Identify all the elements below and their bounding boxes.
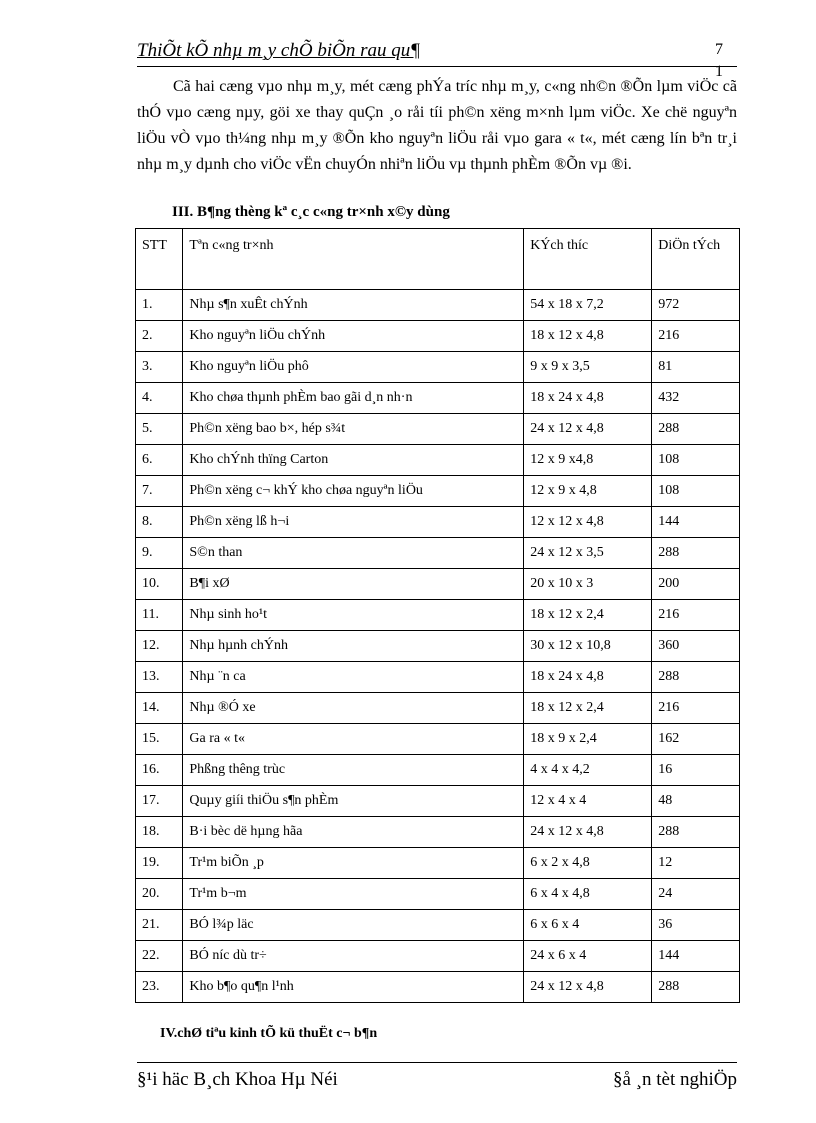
table-row — [136, 507, 740, 538]
cell-area: 216 — [652, 600, 740, 631]
table-row — [136, 569, 740, 600]
cell-area: 144 — [652, 941, 740, 972]
table-row — [136, 414, 740, 445]
table-row — [136, 879, 740, 910]
cell-stt: 17. — [136, 786, 183, 817]
section-heading-technical: IV.chØ tiªu kinh tÕ kü thuËt c¬ b¶n — [160, 1026, 378, 1041]
table-row — [136, 321, 740, 352]
cell-area: 432 — [652, 383, 740, 414]
table-row — [136, 941, 740, 972]
cell-name: Ph©n xëng bao b×, hép s¾t — [183, 414, 524, 445]
cell-stt: 6. — [136, 445, 183, 476]
cell-stt: 14. — [136, 693, 183, 724]
cell-area: 360 — [652, 631, 740, 662]
cell-stt: 2. — [136, 321, 183, 352]
cell-area: 288 — [652, 972, 740, 1003]
table-row — [136, 538, 740, 569]
table-row — [136, 724, 740, 755]
cell-area: 108 — [652, 445, 740, 476]
cell-stt: 18. — [136, 817, 183, 848]
cell-area: 162 — [652, 724, 740, 755]
cell-name: Nhµ ¨n ca — [183, 662, 524, 693]
cell-size: 24 x 12 x 4,8 — [524, 414, 652, 445]
page-header — [137, 36, 737, 80]
cell-area: 36 — [652, 910, 740, 941]
cell-stt: 10. — [136, 569, 183, 600]
cell-area: 288 — [652, 662, 740, 693]
table-row — [136, 352, 740, 383]
cell-size: 18 x 24 x 4,8 — [524, 662, 652, 693]
cell-size: 18 x 24 x 4,8 — [524, 383, 652, 414]
cell-area: 288 — [652, 538, 740, 569]
cell-area: 216 — [652, 321, 740, 352]
cell-name: Ph©n xëng c¬ khÝ kho chøa nguyªn liÖu — [183, 476, 524, 507]
cell-area: 12 — [652, 848, 740, 879]
table-row — [136, 848, 740, 879]
cell-size: 24 x 12 x 4,8 — [524, 817, 652, 848]
cell-name: B¶i xØ — [183, 569, 524, 600]
cell-area: 81 — [652, 352, 740, 383]
cell-area: 972 — [652, 290, 740, 321]
cell-area: 200 — [652, 569, 740, 600]
cell-size: 9 x 9 x 3,5 — [524, 352, 652, 383]
cell-size: 6 x 4 x 4,8 — [524, 879, 652, 910]
cell-size: 6 x 2 x 4,8 — [524, 848, 652, 879]
cell-area: 216 — [652, 693, 740, 724]
table-body — [136, 290, 740, 1003]
cell-stt: 11. — [136, 600, 183, 631]
cell-area: 144 — [652, 507, 740, 538]
cell-stt: 21. — [136, 910, 183, 941]
cell-stt: 13. — [136, 662, 183, 693]
cell-stt: 16. — [136, 755, 183, 786]
page-number-text: 7 1 — [715, 41, 723, 80]
header-stt: STT — [136, 229, 183, 290]
cell-size: 6 x 6 x 4 — [524, 910, 652, 941]
cell-area: 288 — [652, 817, 740, 848]
cell-name: Kho b¶o qu¶n l¹nh — [183, 972, 524, 1003]
cell-name: Kho nguyªn liÖu phô — [183, 352, 524, 383]
table-row — [136, 600, 740, 631]
cell-size: 24 x 12 x 3,5 — [524, 538, 652, 569]
cell-size: 30 x 12 x 10,8 — [524, 631, 652, 662]
cell-name: Nhµ hµnh chÝnh — [183, 631, 524, 662]
cell-stt: 12. — [136, 631, 183, 662]
cell-size: 18 x 9 x 2,4 — [524, 724, 652, 755]
cell-name: Kho nguyªn liÖu chÝnh — [183, 321, 524, 352]
table-row — [136, 910, 740, 941]
header-area: DiÖn tÝch — [652, 229, 740, 290]
cell-name: B·i bèc dë hµng hãa — [183, 817, 524, 848]
table-row — [136, 383, 740, 414]
table-row — [136, 693, 740, 724]
table-header-row — [136, 229, 740, 290]
cell-name: Nhµ ®Ó xe — [183, 693, 524, 724]
document-title: ThiÕt kÕ nhµ m¸y chÕ biÕn rau qu¶ — [137, 40, 421, 61]
table-row — [136, 972, 740, 1003]
cell-name: Ga ra « t« — [183, 724, 524, 755]
cell-size: 18 x 12 x 4,8 — [524, 321, 652, 352]
cell-name: S©n than — [183, 538, 524, 569]
table-row — [136, 817, 740, 848]
cell-size: 18 x 12 x 2,4 — [524, 600, 652, 631]
cell-stt: 22. — [136, 941, 183, 972]
cell-stt: 20. — [136, 879, 183, 910]
cell-size: 54 x 18 x 7,2 — [524, 290, 652, 321]
cell-area: 288 — [652, 414, 740, 445]
table-row — [136, 755, 740, 786]
page-footer — [137, 1062, 737, 1097]
cell-name: Quµy giíi thiÖu s¶n phÈm — [183, 786, 524, 817]
cell-name: Nhµ sinh ho¹t — [183, 600, 524, 631]
cell-name: Nhµ s¶n xuÊt chÝnh — [183, 290, 524, 321]
cell-area: 16 — [652, 755, 740, 786]
cell-name: Tr¹m biÕn ¸p — [183, 848, 524, 879]
table-row — [136, 476, 740, 507]
cell-name: Tr¹m b¬m — [183, 879, 524, 910]
cell-stt: 3. — [136, 352, 183, 383]
cell-name: Kho chÝnh thïng Carton — [183, 445, 524, 476]
footer-university: §¹i häc B¸ch Khoa Hµ Néi — [137, 1069, 338, 1090]
cell-stt: 19. — [136, 848, 183, 879]
cell-size: 24 x 6 x 4 — [524, 941, 652, 972]
footer-thesis: §å ¸n tèt nghiÖp — [612, 1069, 737, 1090]
cell-size: 12 x 9 x4,8 — [524, 445, 652, 476]
cell-stt: 15. — [136, 724, 183, 755]
table-row — [136, 445, 740, 476]
cell-stt: 9. — [136, 538, 183, 569]
cell-size: 12 x 4 x 4 — [524, 786, 652, 817]
cell-name: BÓ níc dù tr÷ — [183, 941, 524, 972]
section-heading-statistics: III. B¶ng thèng kª c¸c c«ng tr×nh x©y dùng — [172, 204, 450, 220]
cell-size: 12 x 12 x 4,8 — [524, 507, 652, 538]
cell-stt: 1. — [136, 290, 183, 321]
header-size: KÝch thíc — [524, 229, 652, 290]
cell-area: 108 — [652, 476, 740, 507]
cell-name: Ph©n xëng lß h¬i — [183, 507, 524, 538]
table-row — [136, 631, 740, 662]
cell-size: 20 x 10 x 3 — [524, 569, 652, 600]
table-row — [136, 662, 740, 693]
cell-name: BÓ l¾p läc — [183, 910, 524, 941]
cell-size: 18 x 12 x 2,4 — [524, 693, 652, 724]
construction-works-table — [135, 228, 740, 1003]
cell-area: 24 — [652, 879, 740, 910]
cell-area: 48 — [652, 786, 740, 817]
header-name: Tªn c«ng tr×nh — [183, 229, 524, 290]
cell-stt: 8. — [136, 507, 183, 538]
cell-name: Kho chøa thµnh phÈm bao gãi d¸n nh·n — [183, 383, 524, 414]
intro-paragraph: Cã hai cæng vµo nhµ m¸y, mét cæng phÝa tríc nhµ m¸y, c«ng nh©n ®Õn lµm viÖc cã thÓ vµo cæng nµy, göi xe thay quÇn ¸o råi tíi ph©n xëng m×nh lµm viÖc. Xe chë nguyªn liÖu vÒ vµo th¼ng nhµ m¸y ®Õn kho nguyªn liÖu råi vµo gara « t«, mét cæng lín bªn tr¸i nhµ m¸y dµnh cho viÖc vËn chuyÓn nhiªn liÖu vµ thµnh phÈm ®Õn vµ ®i. — [137, 78, 737, 173]
table-row — [136, 786, 740, 817]
cell-name: Phßng thêng trùc — [183, 755, 524, 786]
cell-size: 24 x 12 x 4,8 — [524, 972, 652, 1003]
cell-stt: 23. — [136, 972, 183, 1003]
cell-stt: 4. — [136, 383, 183, 414]
cell-size: 12 x 9 x 4,8 — [524, 476, 652, 507]
cell-size: 4 x 4 x 4,2 — [524, 755, 652, 786]
table-row — [136, 290, 740, 321]
cell-stt: 5. — [136, 414, 183, 445]
cell-stt: 7. — [136, 476, 183, 507]
